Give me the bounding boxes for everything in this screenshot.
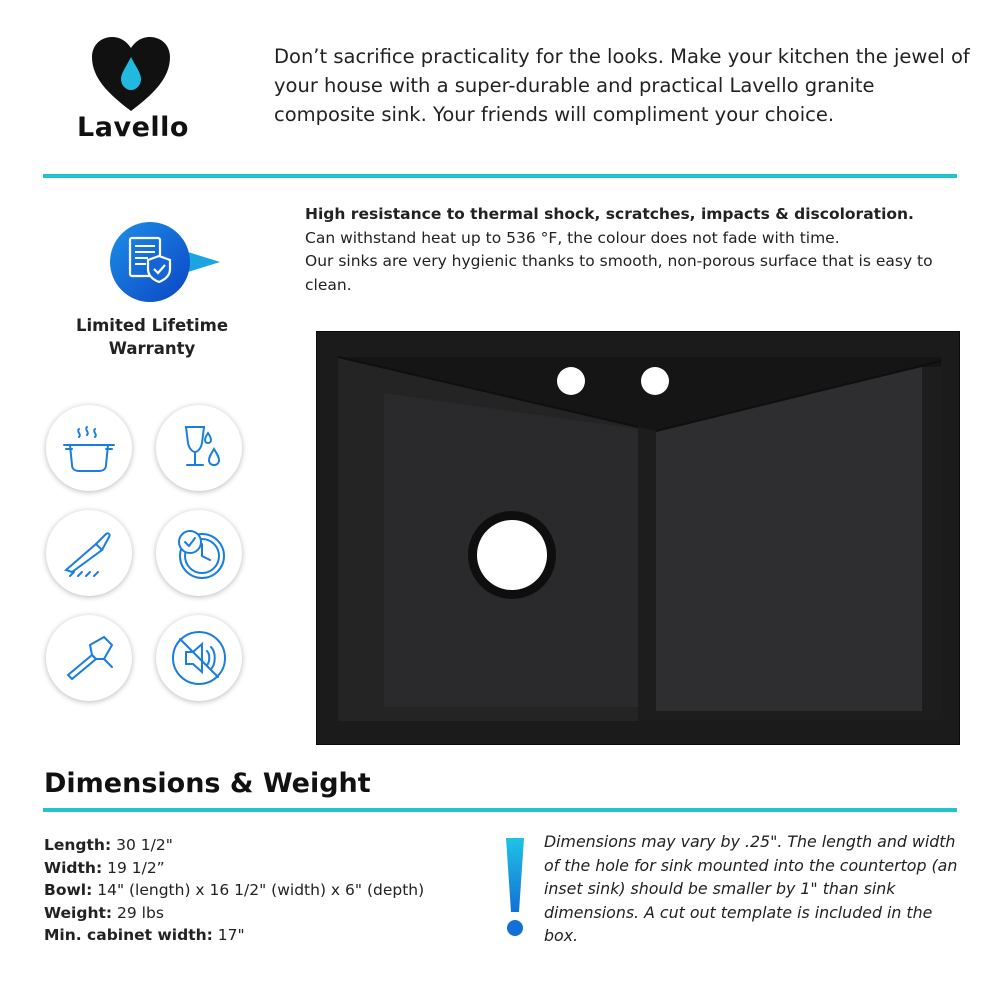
- divider-dimensions: [43, 808, 957, 812]
- warranty-label-line2: Warranty: [108, 339, 196, 358]
- spec-length: Length: 30 1/2": [44, 836, 173, 854]
- timer-clock-icon: [156, 510, 242, 596]
- feature-description: [305, 203, 945, 297]
- spec-min-cabinet-width: Min. cabinet width: 17": [44, 926, 245, 944]
- feature-line-hygiene: Our sinks are very hygienic thanks to smooth, non-porous surface that is easy to clean.: [305, 252, 933, 294]
- spec-weight: Weight: 29 lbs: [44, 903, 164, 922]
- wine-glass-drops-icon: [156, 405, 242, 491]
- dimensions-title: Dimensions & Weight: [44, 768, 371, 799]
- intro-text: Don’t sacrifice practicality for the looks. Make your kitchen the jewel of your house with a super-durable and practical Lavello granite composite sink. Your friends will compliment your choice.: [274, 45, 970, 126]
- warranty-label: [60, 314, 244, 360]
- granite-sink-image: [316, 331, 960, 745]
- spec-bowl: Bowl: 14" (length) x 16 1/2" (width) x 6" (depth): [44, 881, 425, 899]
- warranty-label-line1: Limited Lifetime: [75, 316, 229, 335]
- lavello-heart-logo: [90, 35, 172, 113]
- divider-top: [43, 174, 957, 178]
- dimensions-note: Dimensions may vary by .25". The length and width of the hole for sink mounted into the countertop (an inset sink) should be smaller by 1" than sink dimensions. A cut out template is included in the box.: [544, 832, 958, 945]
- hammer-icon: [46, 615, 132, 701]
- brand-name: Lavello: [77, 112, 189, 143]
- spec-list: [44, 834, 504, 947]
- warranty-badge-icon: [104, 222, 222, 302]
- spec-width: Width: 19 1/2”: [44, 858, 165, 877]
- knife-icon: [46, 510, 132, 596]
- boiling-pot-icon: [46, 405, 132, 491]
- muted-speaker-icon: [156, 615, 242, 701]
- feature-line-heat: Can withstand heat up to 536 °F, the colour does not fade with time.: [305, 228, 840, 247]
- feature-headline: High resistance to thermal shock, scratches, impacts & discoloration.: [305, 205, 914, 223]
- exclamation-icon: [502, 836, 528, 938]
